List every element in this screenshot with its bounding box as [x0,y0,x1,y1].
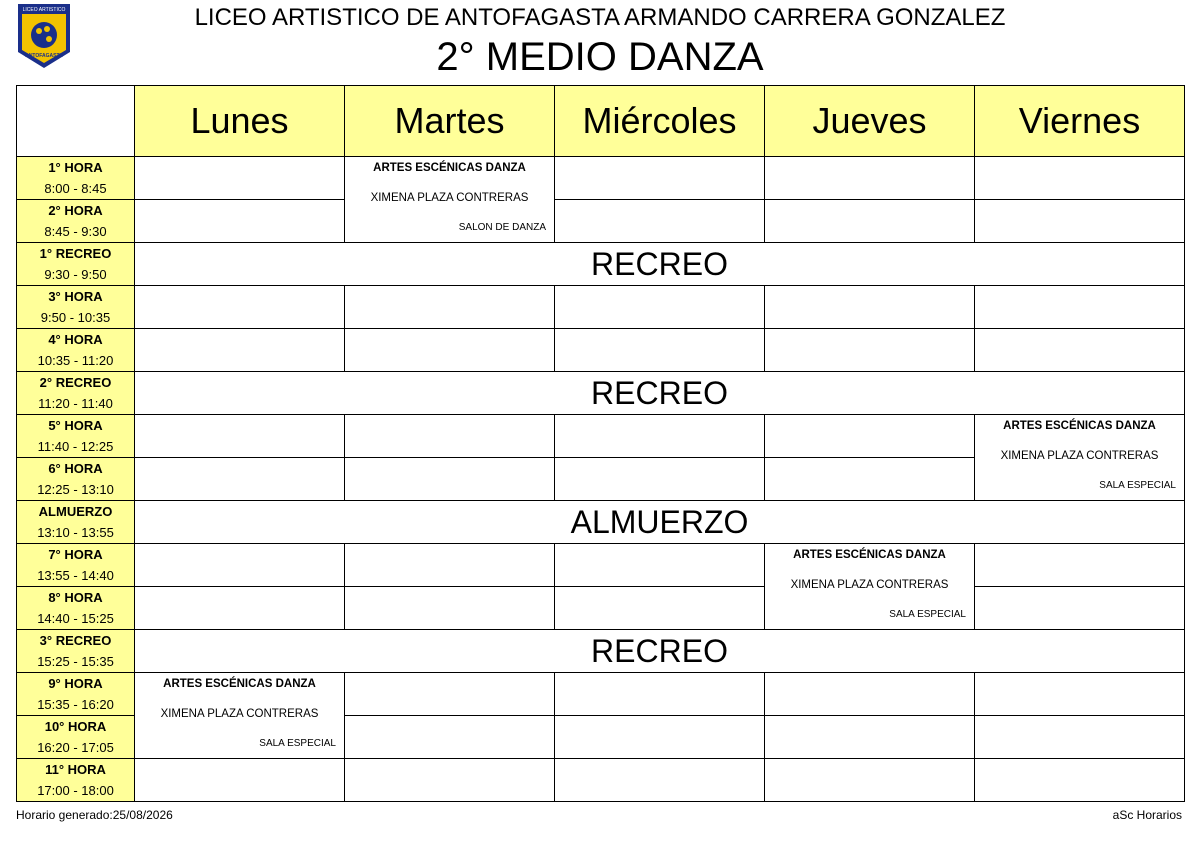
empty-slot [765,673,975,716]
period-time: 12:25 - 13:10 [37,482,114,497]
empty-slot [765,759,975,802]
empty-slot [345,716,555,759]
period-time: 14:40 - 15:25 [37,611,114,626]
empty-slot [555,544,765,587]
lesson-room: SALA ESPECIAL [889,609,966,620]
corner-cell [17,86,135,157]
empty-slot [975,673,1185,716]
lesson-cell[interactable] [765,544,975,630]
day-header-jueves: Jueves [765,86,975,157]
period-name: 1° HORA [48,160,103,175]
period-time: 17:00 - 18:00 [37,783,114,798]
period-time: 9:30 - 9:50 [44,267,107,282]
empty-slot [975,587,1185,630]
period-time: 8:45 - 9:30 [44,224,107,239]
lesson-subject: ARTES ESCÉNICAS DANZA [163,678,316,690]
empty-slot [555,415,765,458]
period-time: 13:55 - 14:40 [37,568,114,583]
empty-slot [135,544,345,587]
empty-slot [765,286,975,329]
period-name: 11° HORA [45,762,106,777]
schedule-row [17,759,1185,802]
period-time: 15:25 - 15:35 [37,654,114,669]
day-header-viernes: Viernes [975,86,1185,157]
empty-slot [555,458,765,501]
lesson-cell[interactable] [975,415,1185,501]
period-cell [17,157,135,200]
empty-slot [135,415,345,458]
period-time: 13:10 - 13:55 [37,525,114,540]
period-time: 10:35 - 11:20 [37,353,114,368]
break-cell: RECREO [135,243,1185,286]
logo-text-top: LICEO ARTISTICO [22,7,66,13]
empty-slot [345,329,555,372]
empty-slot [555,587,765,630]
break-cell: RECREO [135,630,1185,673]
schedule-row [17,673,1185,716]
empty-slot [135,200,345,243]
empty-slot [555,759,765,802]
period-cell [17,544,135,587]
period-name: 8° HORA [48,590,103,605]
period-name: 6° HORA [48,461,103,476]
schedule-row [17,329,1185,372]
empty-slot [765,200,975,243]
lesson-teacher: XIMENA PLAZA CONTRERAS [790,579,949,591]
empty-slot [345,759,555,802]
period-time: 8:00 - 8:45 [44,181,107,196]
period-name: ALMUERZO [38,504,113,519]
period-cell [17,673,135,716]
empty-slot [555,716,765,759]
period-time: 15:35 - 16:20 [37,697,114,712]
schedule-row [17,630,1185,673]
empty-slot [135,329,345,372]
period-cell [17,759,135,802]
empty-slot [975,544,1185,587]
empty-slot [765,458,975,501]
footer-brand: aSc Horarios [1112,808,1182,822]
period-name: 10° HORA [44,719,107,734]
empty-slot [555,673,765,716]
empty-slot [555,157,765,200]
empty-slot [135,458,345,501]
empty-slot [135,759,345,802]
empty-slot [975,286,1185,329]
lesson-teacher: XIMENA PLAZA CONTRERAS [160,708,319,720]
period-name: 5° HORA [48,418,103,433]
day-header-lunes: Lunes [135,86,345,157]
schedule-row [17,243,1185,286]
period-cell [17,372,135,415]
schedule-row [17,372,1185,415]
school-title: LICEO ARTISTICO DE ANTOFAGASTA ARMANDO CARRERA GONZALEZ [194,4,1006,31]
empty-slot [765,716,975,759]
empty-slot [765,329,975,372]
schedule-row [17,157,1185,200]
empty-slot [975,157,1185,200]
period-name: 7° HORA [48,547,103,562]
lesson-room: SALA ESPECIAL [259,738,336,749]
class-title: 2° MEDIO DANZA [436,35,764,79]
period-cell [17,501,135,544]
lesson-cell[interactable] [135,673,345,759]
period-cell [17,329,135,372]
empty-slot [765,157,975,200]
day-header-miercoles: Miércoles [555,86,765,157]
period-name: 2° HORA [48,203,103,218]
empty-slot [975,329,1185,372]
period-name: 2° RECREO [39,375,112,390]
empty-slot [135,157,345,200]
day-header-row [17,86,1185,157]
empty-slot [345,286,555,329]
empty-slot [135,286,345,329]
lesson-subject: ARTES ESCÉNICAS DANZA [1003,420,1156,432]
break-cell: ALMUERZO [135,501,1185,544]
period-name: 3° RECREO [39,633,112,648]
period-time: 11:40 - 12:25 [37,439,114,454]
schedule-row [17,587,1185,630]
period-cell [17,716,135,759]
period-cell [17,458,135,501]
empty-slot [555,329,765,372]
lesson-subject: ARTES ESCÉNICAS DANZA [373,162,526,174]
empty-slot [975,759,1185,802]
period-name: 1° RECREO [39,246,112,261]
schedule-row [17,286,1185,329]
period-name: 9° HORA [48,676,103,691]
break-cell: RECREO [135,372,1185,415]
period-cell [17,587,135,630]
empty-slot [345,587,555,630]
generated-date: Horario generado:25/08/2026 [16,808,173,822]
schedule-table [16,85,1185,802]
empty-slot [345,544,555,587]
empty-slot [765,415,975,458]
period-cell [17,286,135,329]
period-name: 3° HORA [48,289,103,304]
logo-text-bottom: ANTOFAGASTA [25,53,63,59]
period-time: 16:20 - 17:05 [37,740,114,755]
empty-slot [345,458,555,501]
lesson-room: SALA ESPECIAL [1099,480,1176,491]
schedule-row [17,544,1185,587]
empty-slot [345,415,555,458]
empty-slot [555,200,765,243]
period-time: 9:50 - 10:35 [40,310,111,325]
empty-slot [345,673,555,716]
lesson-room: SALON DE DANZA [458,222,546,233]
period-time: 11:20 - 11:40 [38,396,113,411]
schedule-row [17,200,1185,243]
empty-slot [135,587,345,630]
period-cell [17,630,135,673]
day-header-martes: Martes [345,86,555,157]
empty-slot [975,200,1185,243]
period-cell [17,243,135,286]
period-cell [17,200,135,243]
lesson-teacher: XIMENA PLAZA CONTRERAS [370,192,529,204]
schedule-row [17,415,1185,458]
empty-slot [975,716,1185,759]
period-cell [17,415,135,458]
lesson-teacher: XIMENA PLAZA CONTRERAS [1000,450,1159,462]
lesson-cell[interactable] [345,157,555,243]
schedule-row [17,501,1185,544]
empty-slot [555,286,765,329]
period-name: 4° HORA [48,332,103,347]
lesson-subject: ARTES ESCÉNICAS DANZA [793,549,946,561]
